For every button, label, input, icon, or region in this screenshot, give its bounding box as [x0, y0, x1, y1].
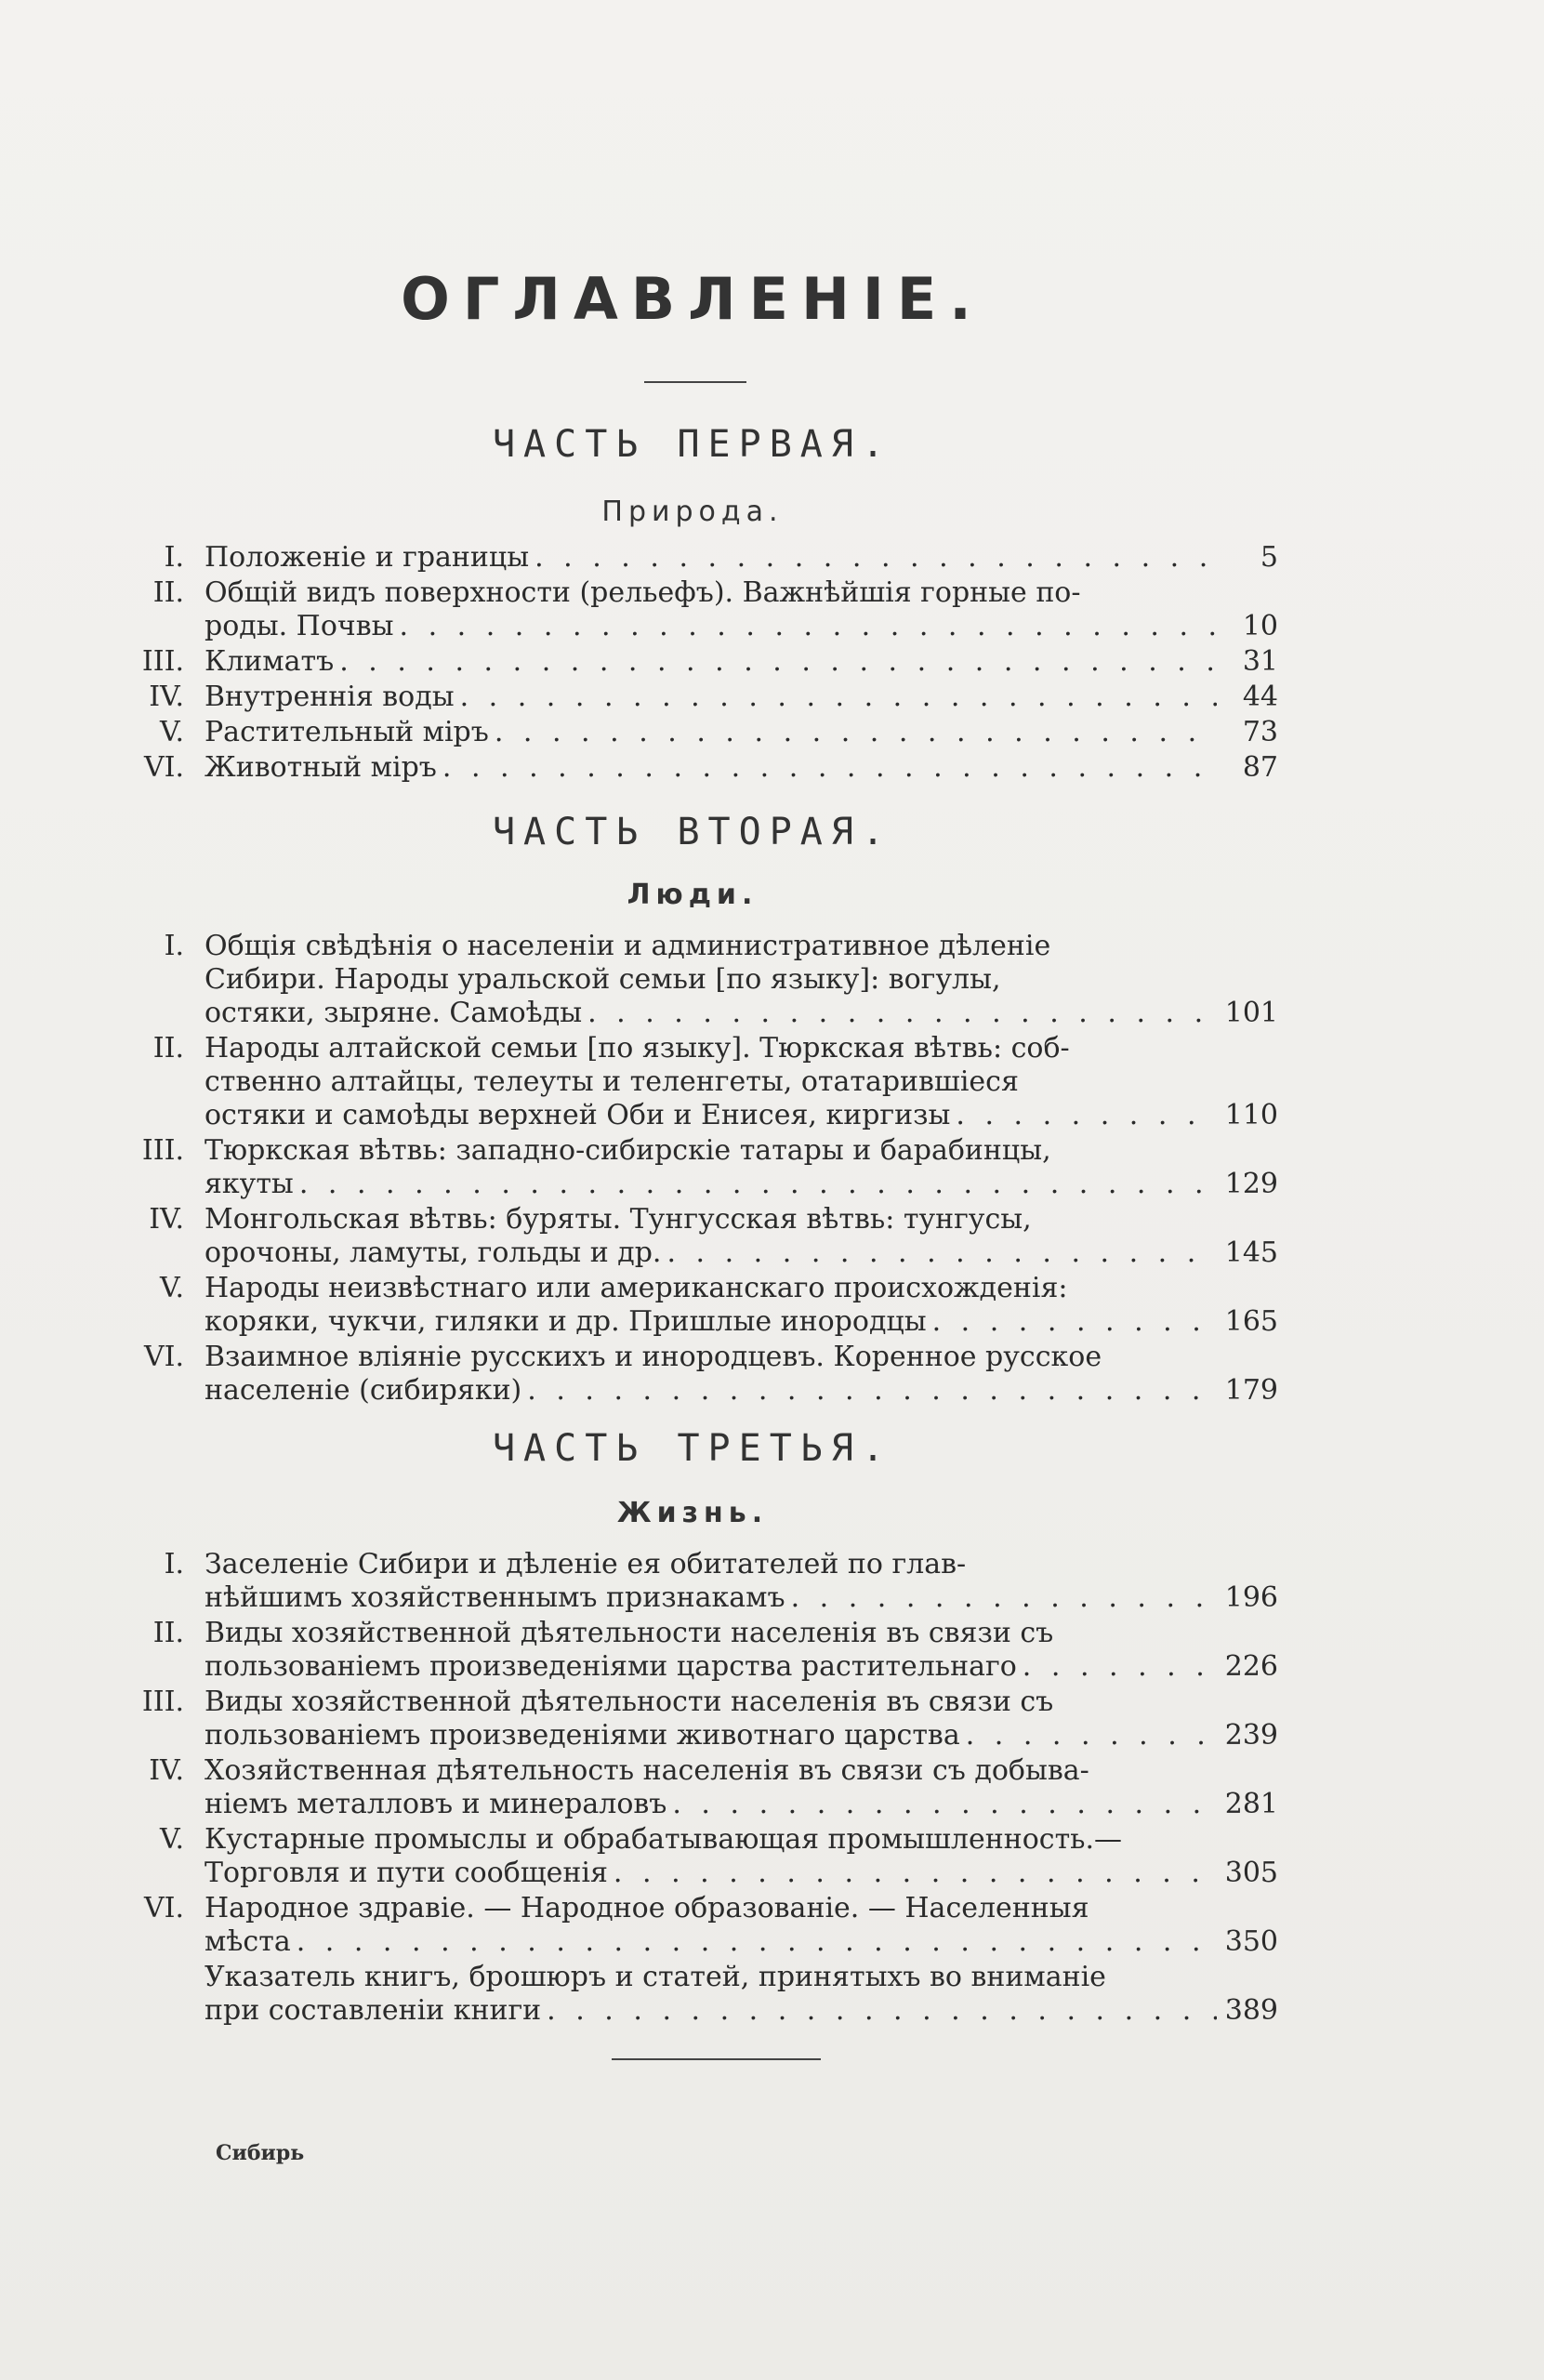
dot-leader	[339, 645, 1217, 679]
dot-leader	[614, 1857, 1217, 1890]
toc-entry	[139, 1961, 1278, 2028]
dot-leader	[672, 1788, 1217, 1821]
entry-number: IV.	[149, 1203, 184, 1236]
toc-entry	[139, 541, 1278, 575]
entry-body	[205, 1341, 1278, 1408]
entry-number: III.	[141, 1134, 184, 1167]
dot-leader	[299, 1168, 1217, 1201]
entry-body	[205, 1203, 1278, 1270]
entry-number: III.	[141, 645, 184, 678]
dot-leader	[534, 541, 1217, 575]
page-title: ОГЛАВЛЕНІЕ.	[401, 265, 984, 333]
entry-last-line	[205, 1650, 1278, 1684]
entry-body	[205, 1754, 1278, 1821]
entry-body	[205, 1548, 1278, 1615]
page-number: 129	[1224, 1168, 1278, 1200]
toc-entry	[139, 1272, 1278, 1339]
part-2-entries	[139, 930, 1278, 1409]
toc-entry	[139, 645, 1278, 679]
entry-text-line: ніемъ металловъ и минераловъ	[205, 1788, 667, 1820]
dot-leader	[495, 716, 1217, 749]
entry-text-line: остяки и самоѣды верхней Оби и Енисея, киргизы	[205, 1099, 951, 1131]
entry-last-line	[205, 1994, 1278, 2028]
entry-text-line: Общій видъ поверхности (рельефъ). Важнѣйшія горные по-	[205, 576, 1081, 609]
entry-last-line	[205, 1581, 1278, 1615]
page-number: 10	[1242, 610, 1278, 642]
entry-last-line	[205, 1719, 1278, 1752]
entry-text-line: при составленіи книги	[205, 1994, 542, 2027]
entry-body	[205, 930, 1278, 1030]
part-3-entries	[139, 1548, 1278, 2030]
toc-entry	[139, 1754, 1278, 1821]
entry-text-line: Виды хозяйственной дѣятельности населенія въ связи съ	[205, 1686, 1054, 1718]
toc-entry	[139, 930, 1278, 1030]
dot-leader	[527, 1374, 1217, 1408]
page-number: 145	[1224, 1236, 1278, 1269]
entry-number: III.	[141, 1686, 184, 1718]
entry-text-line: нѣйшимъ хозяйственнымъ признакамъ	[205, 1581, 785, 1614]
entry-last-line	[205, 1236, 1278, 1270]
entry-last-line	[205, 1305, 1278, 1339]
dot-leader	[966, 1719, 1217, 1752]
dot-leader	[587, 997, 1217, 1030]
entry-text-line: Сибири. Народы уральской семьи [по языку]: вогулы,	[205, 963, 1001, 996]
end-divider	[612, 2058, 821, 2060]
dot-leader	[932, 1305, 1217, 1339]
entry-body	[205, 541, 1278, 575]
page-number: 87	[1242, 751, 1278, 784]
part-1-entries	[139, 541, 1278, 787]
toc-entry	[139, 681, 1278, 714]
entry-number: II.	[152, 1032, 184, 1064]
toc-entry	[139, 1341, 1278, 1408]
page-number: 350	[1224, 1925, 1278, 1958]
page-number: 110	[1224, 1099, 1278, 1131]
part-1-section: Природа.	[601, 496, 784, 528]
entry-last-line	[205, 645, 1278, 679]
part-3-section: Жизнь.	[616, 1497, 769, 1529]
entry-last-line	[205, 541, 1278, 575]
entry-text-line: Указатель книгъ, брошюръ и статей, принятыхъ во вниманіе	[205, 1961, 1106, 1993]
entry-body	[205, 1272, 1278, 1339]
entry-text-line: Народное здравіе. — Народное образованіе. — Населенныя	[205, 1892, 1089, 1924]
entry-text-line: роды. Почвы	[205, 610, 394, 642]
entry-last-line	[205, 610, 1278, 643]
entry-last-line	[205, 997, 1278, 1030]
entry-body	[205, 576, 1278, 643]
entry-text-line: мѣста	[205, 1925, 291, 1958]
entry-last-line	[205, 751, 1278, 785]
page-number: 73	[1242, 716, 1278, 748]
part-2-section: Люди.	[627, 879, 759, 911]
page-number: 179	[1224, 1374, 1278, 1407]
page-number: 31	[1242, 645, 1278, 678]
part-2-heading: ЧАСТЬ ВТОРАЯ.	[492, 811, 893, 853]
toc-entry	[139, 716, 1278, 749]
entry-text-line: Заселеніе Сибири и дѣленіе ея обитателей по глав-	[205, 1548, 967, 1580]
entry-text-line: Тюркская вѣтвь: западно-сибирскіе татары и барабинцы,	[205, 1134, 1051, 1167]
toc-entry	[139, 1032, 1278, 1132]
entry-last-line	[205, 1857, 1278, 1890]
dot-leader	[442, 751, 1217, 785]
entry-number: VI.	[143, 1892, 184, 1924]
toc-entry	[139, 576, 1278, 643]
dot-leader	[547, 1994, 1217, 2028]
toc-entry	[139, 751, 1278, 785]
entry-body	[205, 1892, 1278, 1959]
entry-text-line: Внутреннія воды	[205, 681, 455, 713]
footer-signature: Сибирь	[216, 2141, 305, 2165]
entry-text-line: Кустарные промыслы и обрабатывающая промышленность.—	[205, 1823, 1123, 1856]
page-number: 165	[1224, 1305, 1278, 1338]
entry-text-line: Торговля и пути сообщенія	[205, 1857, 608, 1889]
entry-body	[205, 751, 1278, 785]
entry-text-line: населеніе (сибиряки)	[205, 1374, 522, 1407]
entry-text-line: пользованіемъ произведеніями животнаго царства	[205, 1719, 960, 1752]
entry-body	[205, 1686, 1278, 1752]
toc-entry	[139, 1892, 1278, 1959]
entry-last-line	[205, 1925, 1278, 1959]
entry-body	[205, 1134, 1278, 1201]
entry-number: IV.	[149, 1754, 184, 1787]
entry-last-line	[205, 716, 1278, 749]
toc-entry	[139, 1548, 1278, 1615]
entry-text-line: Общія свѣдѣнія о населеніи и административное дѣленіе	[205, 930, 1051, 962]
dot-leader	[791, 1581, 1217, 1615]
entry-text-line: Народы алтайской семьи [по языку]. Тюркская вѣтвь: соб-	[205, 1032, 1070, 1064]
entry-text-line: коряки, чукчи, гиляки и др. Пришлые инородцы	[205, 1305, 927, 1338]
page-number: 226	[1224, 1650, 1278, 1683]
entry-text-line: Хозяйственная дѣятельность населенія въ связи съ добыва-	[205, 1754, 1089, 1787]
entry-text-line: Положеніе и границы	[205, 541, 530, 574]
entry-body	[205, 1032, 1278, 1132]
entry-last-line	[205, 681, 1278, 714]
entry-body	[205, 645, 1278, 679]
toc-entry	[139, 1823, 1278, 1890]
entry-number: I.	[164, 930, 184, 962]
page-number: 101	[1224, 997, 1278, 1029]
page-number: 44	[1242, 681, 1278, 713]
dot-leader	[1023, 1650, 1217, 1684]
dot-leader	[666, 1236, 1217, 1270]
dot-leader	[400, 610, 1217, 643]
entry-number: IV.	[149, 681, 184, 713]
part-1-heading: ЧАСТЬ ПЕРВАЯ.	[492, 423, 893, 466]
entry-last-line	[205, 1788, 1278, 1821]
entry-text-line: Животный міръ	[205, 751, 437, 784]
entry-text-line: Виды хозяйственной дѣятельности населенія въ связи съ	[205, 1617, 1054, 1649]
page-number: 196	[1224, 1581, 1278, 1614]
entry-body	[205, 1617, 1278, 1684]
entry-last-line	[205, 1099, 1278, 1132]
page-number: 5	[1260, 541, 1278, 574]
entry-body	[205, 716, 1278, 749]
page-number: 281	[1224, 1788, 1278, 1820]
entry-body	[205, 681, 1278, 714]
entry-text-line: якуты	[205, 1168, 294, 1200]
page-number: 305	[1224, 1857, 1278, 1889]
entry-number: II.	[152, 1617, 184, 1649]
entry-text-line: пользованіемъ произведеніями царства растительнаго	[205, 1650, 1017, 1683]
page-number: 239	[1224, 1719, 1278, 1752]
page-number: 389	[1224, 1994, 1278, 2027]
entry-text-line: остяки, зыряне. Самоѣды	[205, 997, 583, 1029]
entry-last-line	[205, 1374, 1278, 1408]
entry-body	[205, 1961, 1278, 2028]
dot-leader	[460, 681, 1217, 714]
entry-number: V.	[160, 1272, 184, 1304]
entry-text-line: Народы неизвѣстнаго или американскаго происхожденія:	[205, 1272, 1068, 1304]
entry-number: V.	[160, 716, 184, 748]
entry-number: V.	[160, 1823, 184, 1856]
entry-number: I.	[164, 541, 184, 574]
toc-entry	[139, 1134, 1278, 1201]
entry-text-line: Взаимное вліяніе русскихъ и инородцевъ. Коренное русское	[205, 1341, 1102, 1373]
title-divider	[644, 381, 746, 383]
dot-leader	[956, 1099, 1217, 1132]
entry-number: VI.	[143, 1341, 184, 1373]
toc-entry	[139, 1686, 1278, 1752]
entry-number: VI.	[143, 751, 184, 784]
entry-number: I.	[164, 1548, 184, 1580]
entry-text-line: Климатъ	[205, 645, 335, 678]
entry-text-line: Растительный міръ	[205, 716, 489, 748]
entry-text-line: Монгольская вѣтвь: буряты. Тунгусская вѣтвь: тунгусы,	[205, 1203, 1032, 1236]
entry-number: II.	[152, 576, 184, 609]
dot-leader	[297, 1925, 1217, 1959]
part-3-heading: ЧАСТЬ ТРЕТЬЯ.	[492, 1427, 893, 1470]
entry-text-line: орочоны, ламуты, гольды и др.	[205, 1236, 662, 1269]
toc-entry	[139, 1617, 1278, 1684]
toc-entry	[139, 1203, 1278, 1270]
entry-body	[205, 1823, 1278, 1890]
entry-last-line	[205, 1168, 1278, 1201]
entry-text-line: ственно алтайцы, телеуты и теленгеты, отатарившіеся	[205, 1065, 1019, 1098]
